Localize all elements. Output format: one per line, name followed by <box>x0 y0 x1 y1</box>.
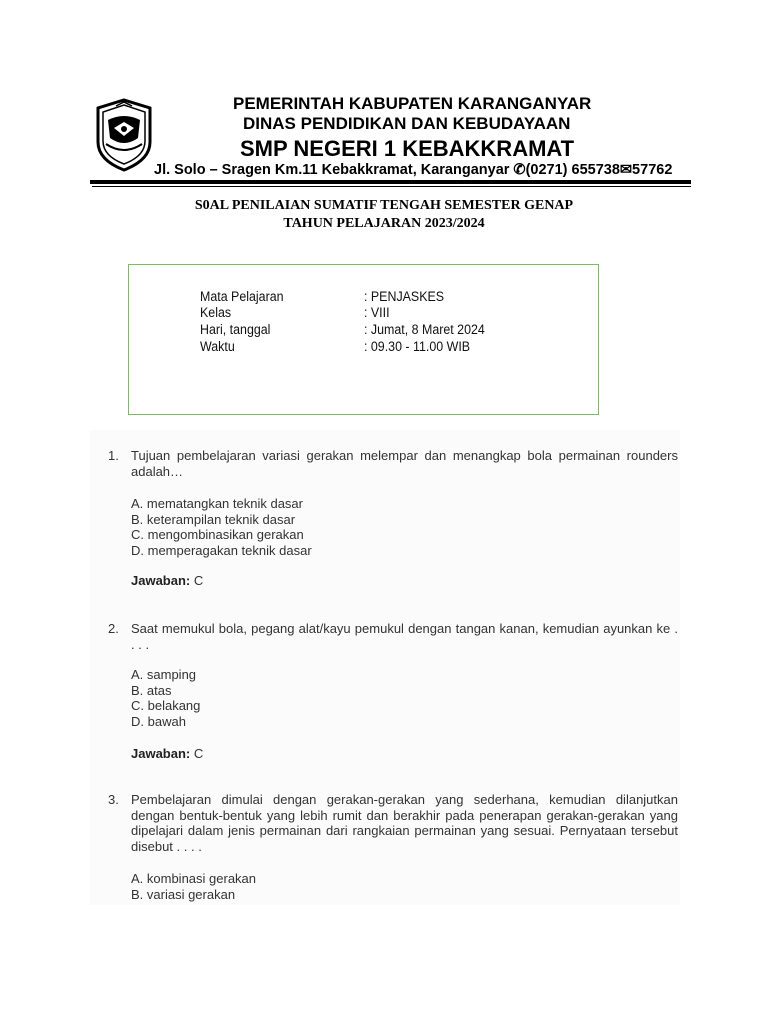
option-b: B. variasi gerakan <box>131 886 236 902</box>
option-d: D. memperagakan teknik dasar <box>131 542 312 558</box>
option-c: C. belakang <box>131 698 201 713</box>
question-1-options <box>131 496 312 558</box>
question-3 <box>108 792 678 854</box>
info-value-time: : 09.30 - 11.00 WIB <box>364 339 471 354</box>
question-text: Saat memukul bola, pegang alat/kayu pemukul dengan tangan kanan, kemudian ayunkan ke . . . . <box>131 621 678 652</box>
info-label-date: Hari, tanggal <box>200 322 271 337</box>
option-a: A. kombinasi gerakan <box>131 871 257 886</box>
school-address: Jl. Solo – Sragen Km.11 Kebakkramat, Karanganyar ✆(0271) 655738✉57762 <box>154 162 673 178</box>
option-b: B. atas <box>131 682 172 698</box>
answer-value: C <box>193 746 204 761</box>
info-label-class: Kelas <box>200 305 232 320</box>
question-2-options <box>131 667 200 729</box>
department-heading: DINAS PENDIDIKAN DAN KEBUDAYAAN <box>243 114 571 133</box>
info-label-time: Waktu <box>200 339 235 354</box>
header-divider <box>90 180 691 184</box>
question-number: 2. <box>108 621 119 636</box>
question-number: 3. <box>108 792 119 807</box>
option-d: D. bawah <box>131 713 186 729</box>
question-2 <box>108 621 678 652</box>
question-1 <box>108 448 678 479</box>
question-text: Tujuan pembelajaran variasi gerakan melempar dan menangkap bola permainan rounders adalah… <box>131 448 678 479</box>
exam-title: S0AL PENILAIAN SUMATIF TENGAH SEMESTER GENAP <box>194 198 574 213</box>
option-b: B. keterampilan teknik dasar <box>131 511 296 527</box>
regency-emblem-icon <box>94 98 154 172</box>
answer-value: C <box>193 573 204 588</box>
question-number: 1. <box>108 448 119 463</box>
info-label-subject: Mata Pelajaran <box>200 289 284 304</box>
answer-label: Jawaban: <box>131 573 191 588</box>
government-heading: PEMERINTAH KABUPATEN KARANGANYAR <box>233 94 592 113</box>
school-name: SMP NEGERI 1 KEBAKKRAMAT <box>240 136 575 161</box>
info-value-class: : VIII <box>364 305 390 320</box>
info-value-subject: : PENJASKES <box>364 289 445 304</box>
academic-year: TAHUN PELAJARAN 2023/2024 <box>283 216 485 231</box>
question-3-options <box>131 871 256 902</box>
option-a: A. samping <box>131 667 197 682</box>
option-c: C. mengombinasikan gerakan <box>131 527 304 542</box>
question-text: Pembelajaran dimulai dengan gerakan-gerakan yang sederhana, kemudian dilanjutkan dengan bentuk-bentuk yang lebih rumit dan berakhir pada penerapan gerakan-gerakan yang dipelajari dalam jenis permainan dari rangkaian permainan yang sesuai. Pernyataan tersebut disebut . . . . <box>131 792 678 854</box>
answer-label: Jawaban: <box>131 746 191 761</box>
question-1-answer <box>131 573 203 588</box>
question-2-answer <box>131 746 203 761</box>
header-divider-thin <box>92 186 691 187</box>
option-a: A. mematangkan teknik dasar <box>131 496 303 511</box>
info-value-date: : Jumat, 8 Maret 2024 <box>364 322 485 337</box>
